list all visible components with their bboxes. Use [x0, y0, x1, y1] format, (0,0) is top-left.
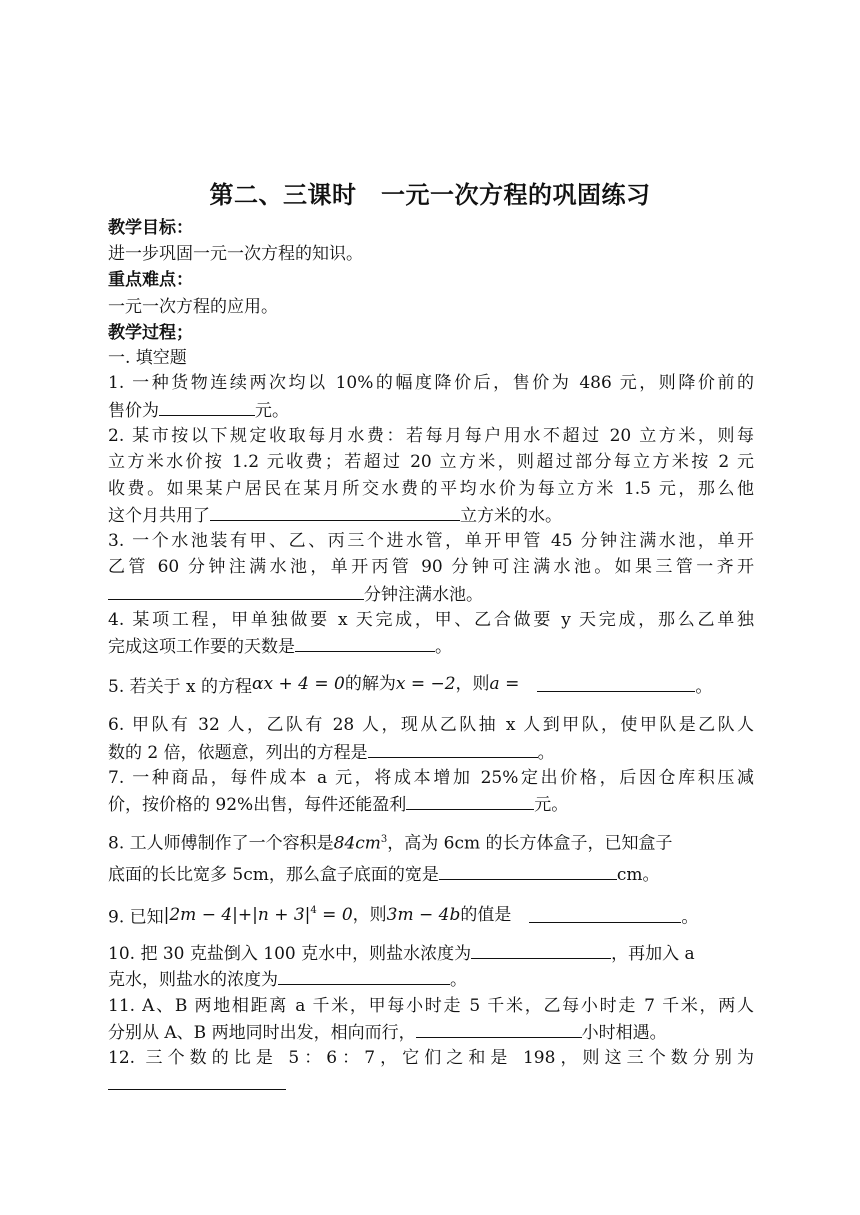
question-5-prefix: 5. 若关于 x 的方程: [108, 677, 253, 697]
question-8-suffix: cm。: [616, 865, 660, 885]
question-8-line-1: [108, 828, 754, 856]
part-heading: 一. 填空题: [108, 348, 187, 368]
question-6-suffix: 。: [537, 743, 555, 763]
question-5-equation: αx + 4 = 0: [252, 674, 345, 694]
question-2-line-3: 收费。如果某户居民在某月所交水费的平均水价为每立方米 1.5 元，那么他: [108, 479, 754, 499]
question-6-prefix: 数的 2 倍，依题意，列出的方程是: [108, 743, 368, 763]
question-9-suffix: 。: [681, 907, 699, 928]
question-4-suffix: 。: [435, 637, 452, 657]
question-5-solution: x = −2: [395, 674, 456, 694]
answer-blank-3[interactable]: [108, 582, 364, 600]
question-4-prefix: 完成这项工作要的天数是: [108, 637, 295, 657]
question-10-prefix-2: 克水，则盐水的浓度为: [108, 970, 278, 990]
answer-blank-1[interactable]: [159, 398, 255, 416]
question-12-line-1: 12. 三个数的比是 5：6：7，它们之和是 198，则这三个数分别为: [108, 1048, 754, 1068]
question-9-prefix: 9. 已知: [108, 907, 164, 928]
question-8-middle: ，高为 6cm 的长方体盒子，已知盒子: [387, 833, 673, 854]
process-heading: 教学过程；: [108, 323, 193, 343]
key-heading: 重点难点：: [108, 270, 193, 290]
question-8-exponent: 3: [380, 834, 388, 845]
question-9-expression: 3m − 4b: [386, 904, 461, 925]
question-9: [108, 902, 754, 930]
question-1-line-1: 1. 一种货物连续两次均以 10%的幅度降价后，售价为 486 元，则降价前的: [108, 373, 754, 393]
question-5-variable: a =: [489, 674, 520, 694]
question-2-suffix: 立方米的水。: [460, 506, 562, 526]
question-8-line-2: [108, 862, 754, 887]
question-10-prefix: 10. 把 30 克盐倒入 100 克水中，则盐水浓度为: [108, 944, 472, 964]
question-2-prefix: 这个月共用了: [108, 506, 210, 526]
answer-blank-11[interactable]: [416, 1020, 582, 1038]
question-7-line-1: 7. 一种商品，每件成本 a 元，将成本增加 25%定出价格，后因仓库积压减: [108, 768, 754, 788]
question-9-equation-rhs: = 0: [316, 904, 353, 925]
question-9-equation: |2m − 4|+|n + 3|: [163, 904, 311, 925]
answer-blank-2[interactable]: [210, 503, 460, 521]
answer-blank-10a[interactable]: [471, 941, 611, 959]
question-2-line-2: 立方米水价按 1.2 元收费；若超过 20 立方米，则超过部分每立方米按 2 元: [108, 452, 754, 472]
question-4-line-1: 4. 某项工程，甲单独做要 x 天完成，甲、乙合做要 y 天完成，那么乙单独: [108, 610, 754, 630]
answer-blank-5[interactable]: [537, 674, 695, 692]
question-6-line-2: [108, 740, 754, 765]
question-7-suffix: 元。: [534, 795, 569, 815]
answer-blank-10b[interactable]: [278, 967, 450, 985]
answer-blank-4[interactable]: [295, 634, 435, 652]
answer-blank-9[interactable]: [529, 905, 681, 923]
question-3-suffix: 分钟注满水池。: [364, 585, 483, 605]
question-2-line-4: [108, 503, 754, 528]
question-12-line-2: [108, 1072, 754, 1097]
question-7-prefix: 价，按价格的 92%出售，每件还能盈利: [108, 795, 407, 815]
question-11-suffix: 小时相遇。: [581, 1023, 667, 1043]
question-5-then: ，则: [455, 674, 490, 694]
question-3-line-1: 3. 一个水池装有甲、乙、丙三个进水管，单开甲管 45 分钟注满水池，单开: [108, 531, 754, 551]
answer-blank-6[interactable]: [368, 740, 538, 758]
key-text: 一元一次方程的应用。: [108, 297, 278, 317]
question-11-prefix: 分别从 A、B 两地同时出发，相向而行，: [108, 1023, 416, 1043]
page-title: 第二、三课时 一元一次方程的巩固练习: [209, 181, 651, 209]
goal-heading: 教学目标：: [108, 218, 193, 238]
answer-blank-12[interactable]: [108, 1072, 286, 1090]
question-9-then: ，则: [352, 904, 387, 925]
question-1-line-2: [108, 398, 754, 423]
question-2-line-1: 2. 某市按以下规定收取每月水费：若每月每户用水不超过 20 立方米，则每: [108, 426, 754, 446]
question-5-suffix: 。: [695, 677, 713, 697]
question-9-middle: 的值是: [460, 904, 512, 925]
question-3-line-3: [108, 582, 754, 607]
question-5-middle: 的解为: [344, 674, 396, 694]
question-10-line-1: [108, 941, 754, 966]
question-8-prefix-2: 底面的长比宽多 5cm，那么盒子底面的宽是: [108, 865, 439, 885]
question-1-prefix: 售价为: [108, 401, 159, 421]
answer-blank-7[interactable]: [406, 792, 534, 810]
question-4-line-2: [108, 634, 754, 659]
question-5: [108, 674, 754, 699]
question-9-exponent: 4: [310, 905, 317, 916]
answer-blank-8[interactable]: [439, 862, 617, 880]
goal-text: 进一步巩固一元一次方程的知识。: [108, 244, 363, 264]
question-7-line-2: [108, 792, 754, 817]
question-8-volume: 84cm: [333, 833, 381, 854]
question-11-line-1: 11. A、B 两地相距离 a 千米，甲每小时走 5 千米，乙每小时走 7 千米，两人: [108, 996, 754, 1016]
question-10-middle: ，再加入 a: [611, 944, 695, 964]
question-1-suffix: 元。: [255, 401, 289, 421]
question-3-line-2: 乙管 60 分钟注满水池，单开丙管 90 分钟可注满水池。如果三管一齐开: [108, 557, 754, 577]
question-6-line-1: 6. 甲队有 32 人，乙队有 28 人，现从乙队抽 x 人到甲队，使甲队是乙队人: [108, 715, 754, 735]
question-10-suffix: 。: [450, 970, 467, 990]
question-11-line-2: [108, 1020, 754, 1045]
question-8-prefix: 8. 工人师傅制作了一个容积是: [108, 833, 334, 854]
question-10-line-2: [108, 967, 754, 992]
